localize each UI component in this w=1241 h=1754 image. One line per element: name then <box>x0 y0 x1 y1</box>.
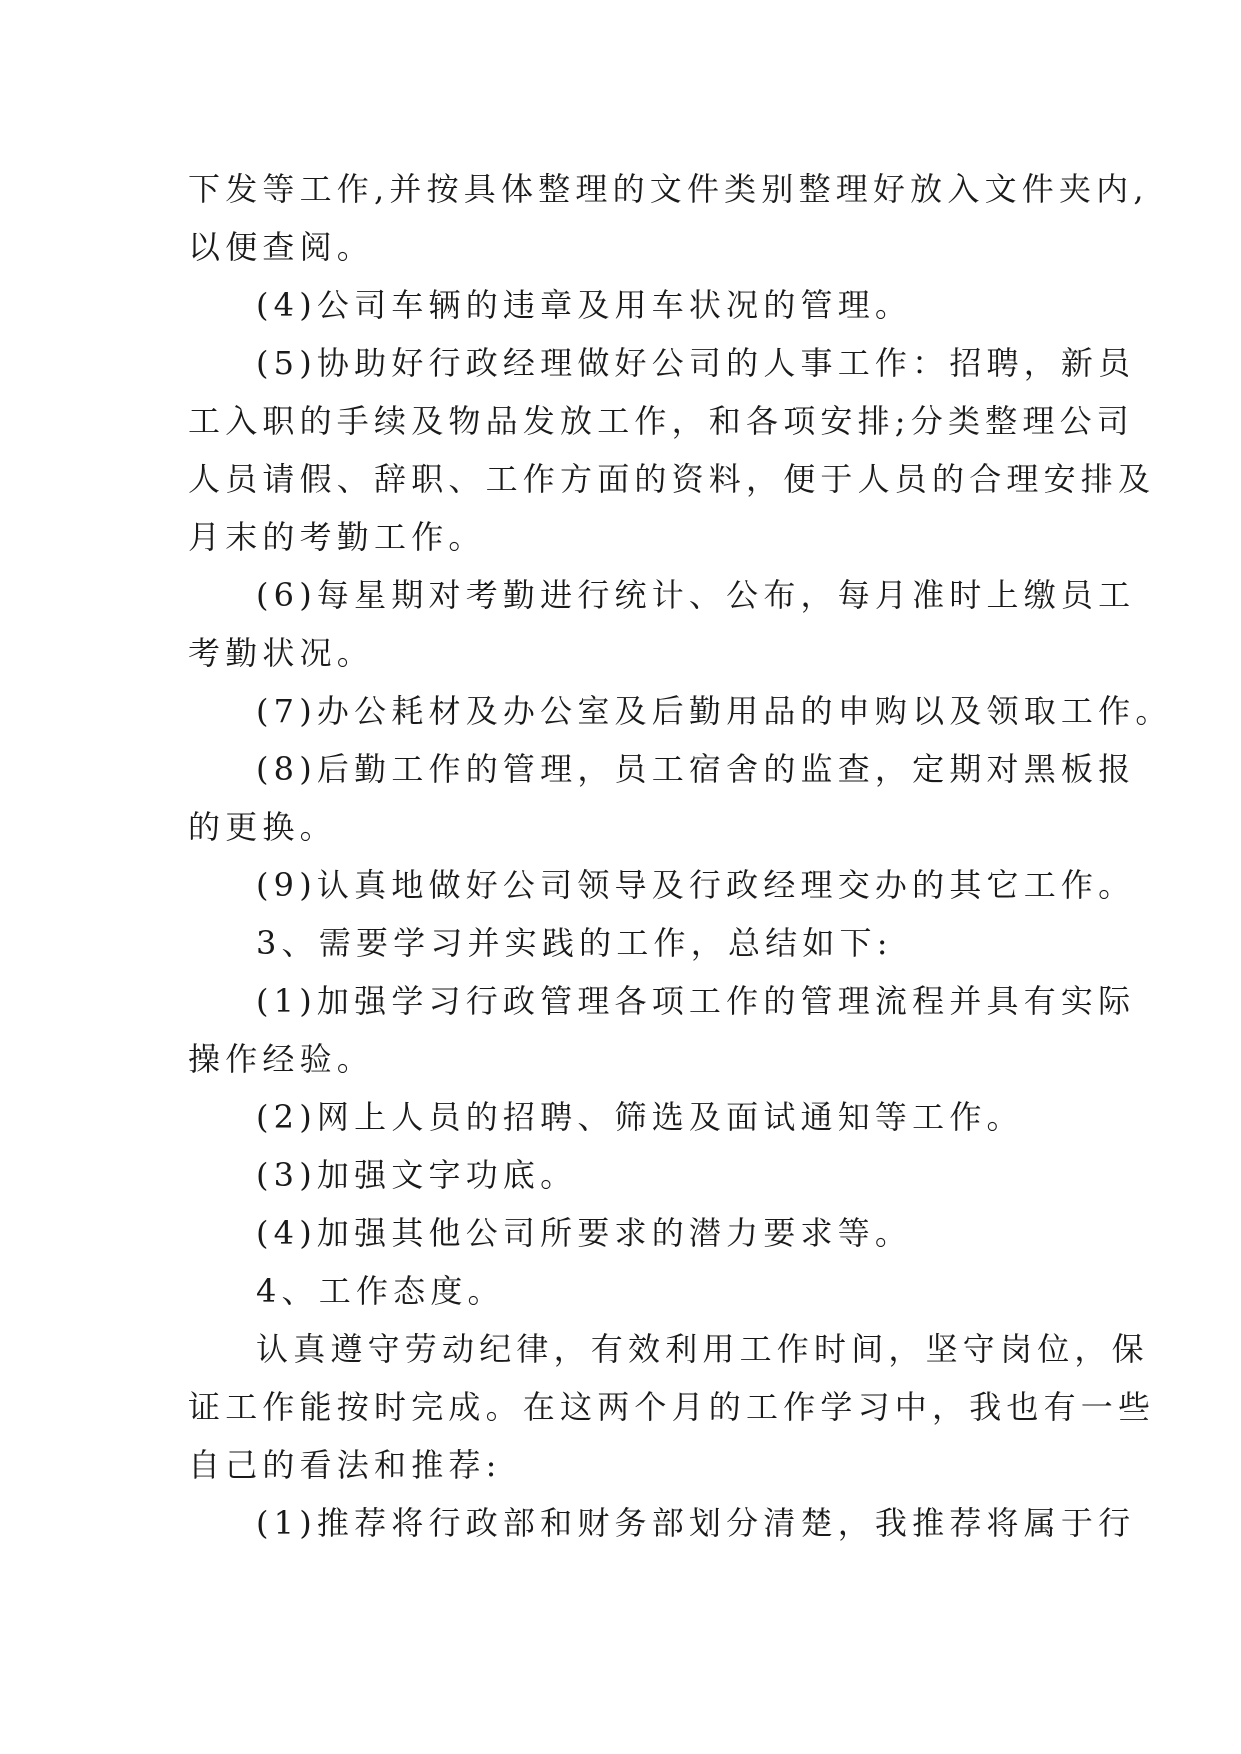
text-line: 人员请假、辞职、工作方面的资料，便于人员的合理安排及 <box>188 460 1156 498</box>
text-line: 3、需要学习并实践的工作，总结如下: <box>256 924 893 962</box>
text-line: (9)认真地做好公司领导及行政经理交办的其它工作。 <box>256 866 1136 904</box>
text-line: 以便查阅。 <box>188 228 375 266</box>
text-line: (3)加强文字功底。 <box>256 1156 578 1194</box>
text-line: 工入职的手续及物品发放工作，和各项安排;分类整理公司 <box>188 402 1134 440</box>
document-body <box>188 160 1173 1552</box>
text-line: 下发等工作,并按具体整理的文件类别整理好放入文件夹内, <box>188 170 1149 208</box>
text-line: 月末的考勤工作。 <box>188 518 486 556</box>
text-line: (1)推荐将行政部和财务部划分清楚，我推荐将属于行 <box>256 1504 1136 1542</box>
text-line: (6)每星期对考勤进行统计、公布，每月准时上缴员工 <box>256 576 1136 614</box>
text-line: (7)办公耗材及办公室及后勤用品的申购以及领取工作。 <box>256 692 1173 730</box>
text-line: (2)网上人员的招聘、筛选及面试通知等工作。 <box>256 1098 1024 1136</box>
text-line: (5)协助好行政经理做好公司的人事工作：招聘，新员 <box>256 344 1136 382</box>
text-line: (4)公司车辆的违章及用车状况的管理。 <box>256 286 913 324</box>
text-line: (1)加强学习行政管理各项工作的管理流程并具有实际 <box>256 982 1136 1020</box>
text-line: 4、工作态度。 <box>256 1272 505 1310</box>
text-line: 证工作能按时完成。在这两个月的工作学习中，我也有一些 <box>188 1388 1156 1426</box>
text-line: 考勤状况。 <box>188 634 375 672</box>
text-line: (4)加强其他公司所要求的潜力要求等。 <box>256 1214 913 1252</box>
text-line: 认真遵守劳动纪律，有效利用工作时间，坚守岗位，保 <box>256 1330 1149 1368</box>
text-line: 操作经验。 <box>188 1040 375 1078</box>
text-line: 的更换。 <box>188 808 337 846</box>
text-line: 自己的看法和推荐: <box>188 1446 502 1484</box>
text-line: (8)后勤工作的管理，员工宿舍的监查，定期对黑板报 <box>256 750 1136 788</box>
